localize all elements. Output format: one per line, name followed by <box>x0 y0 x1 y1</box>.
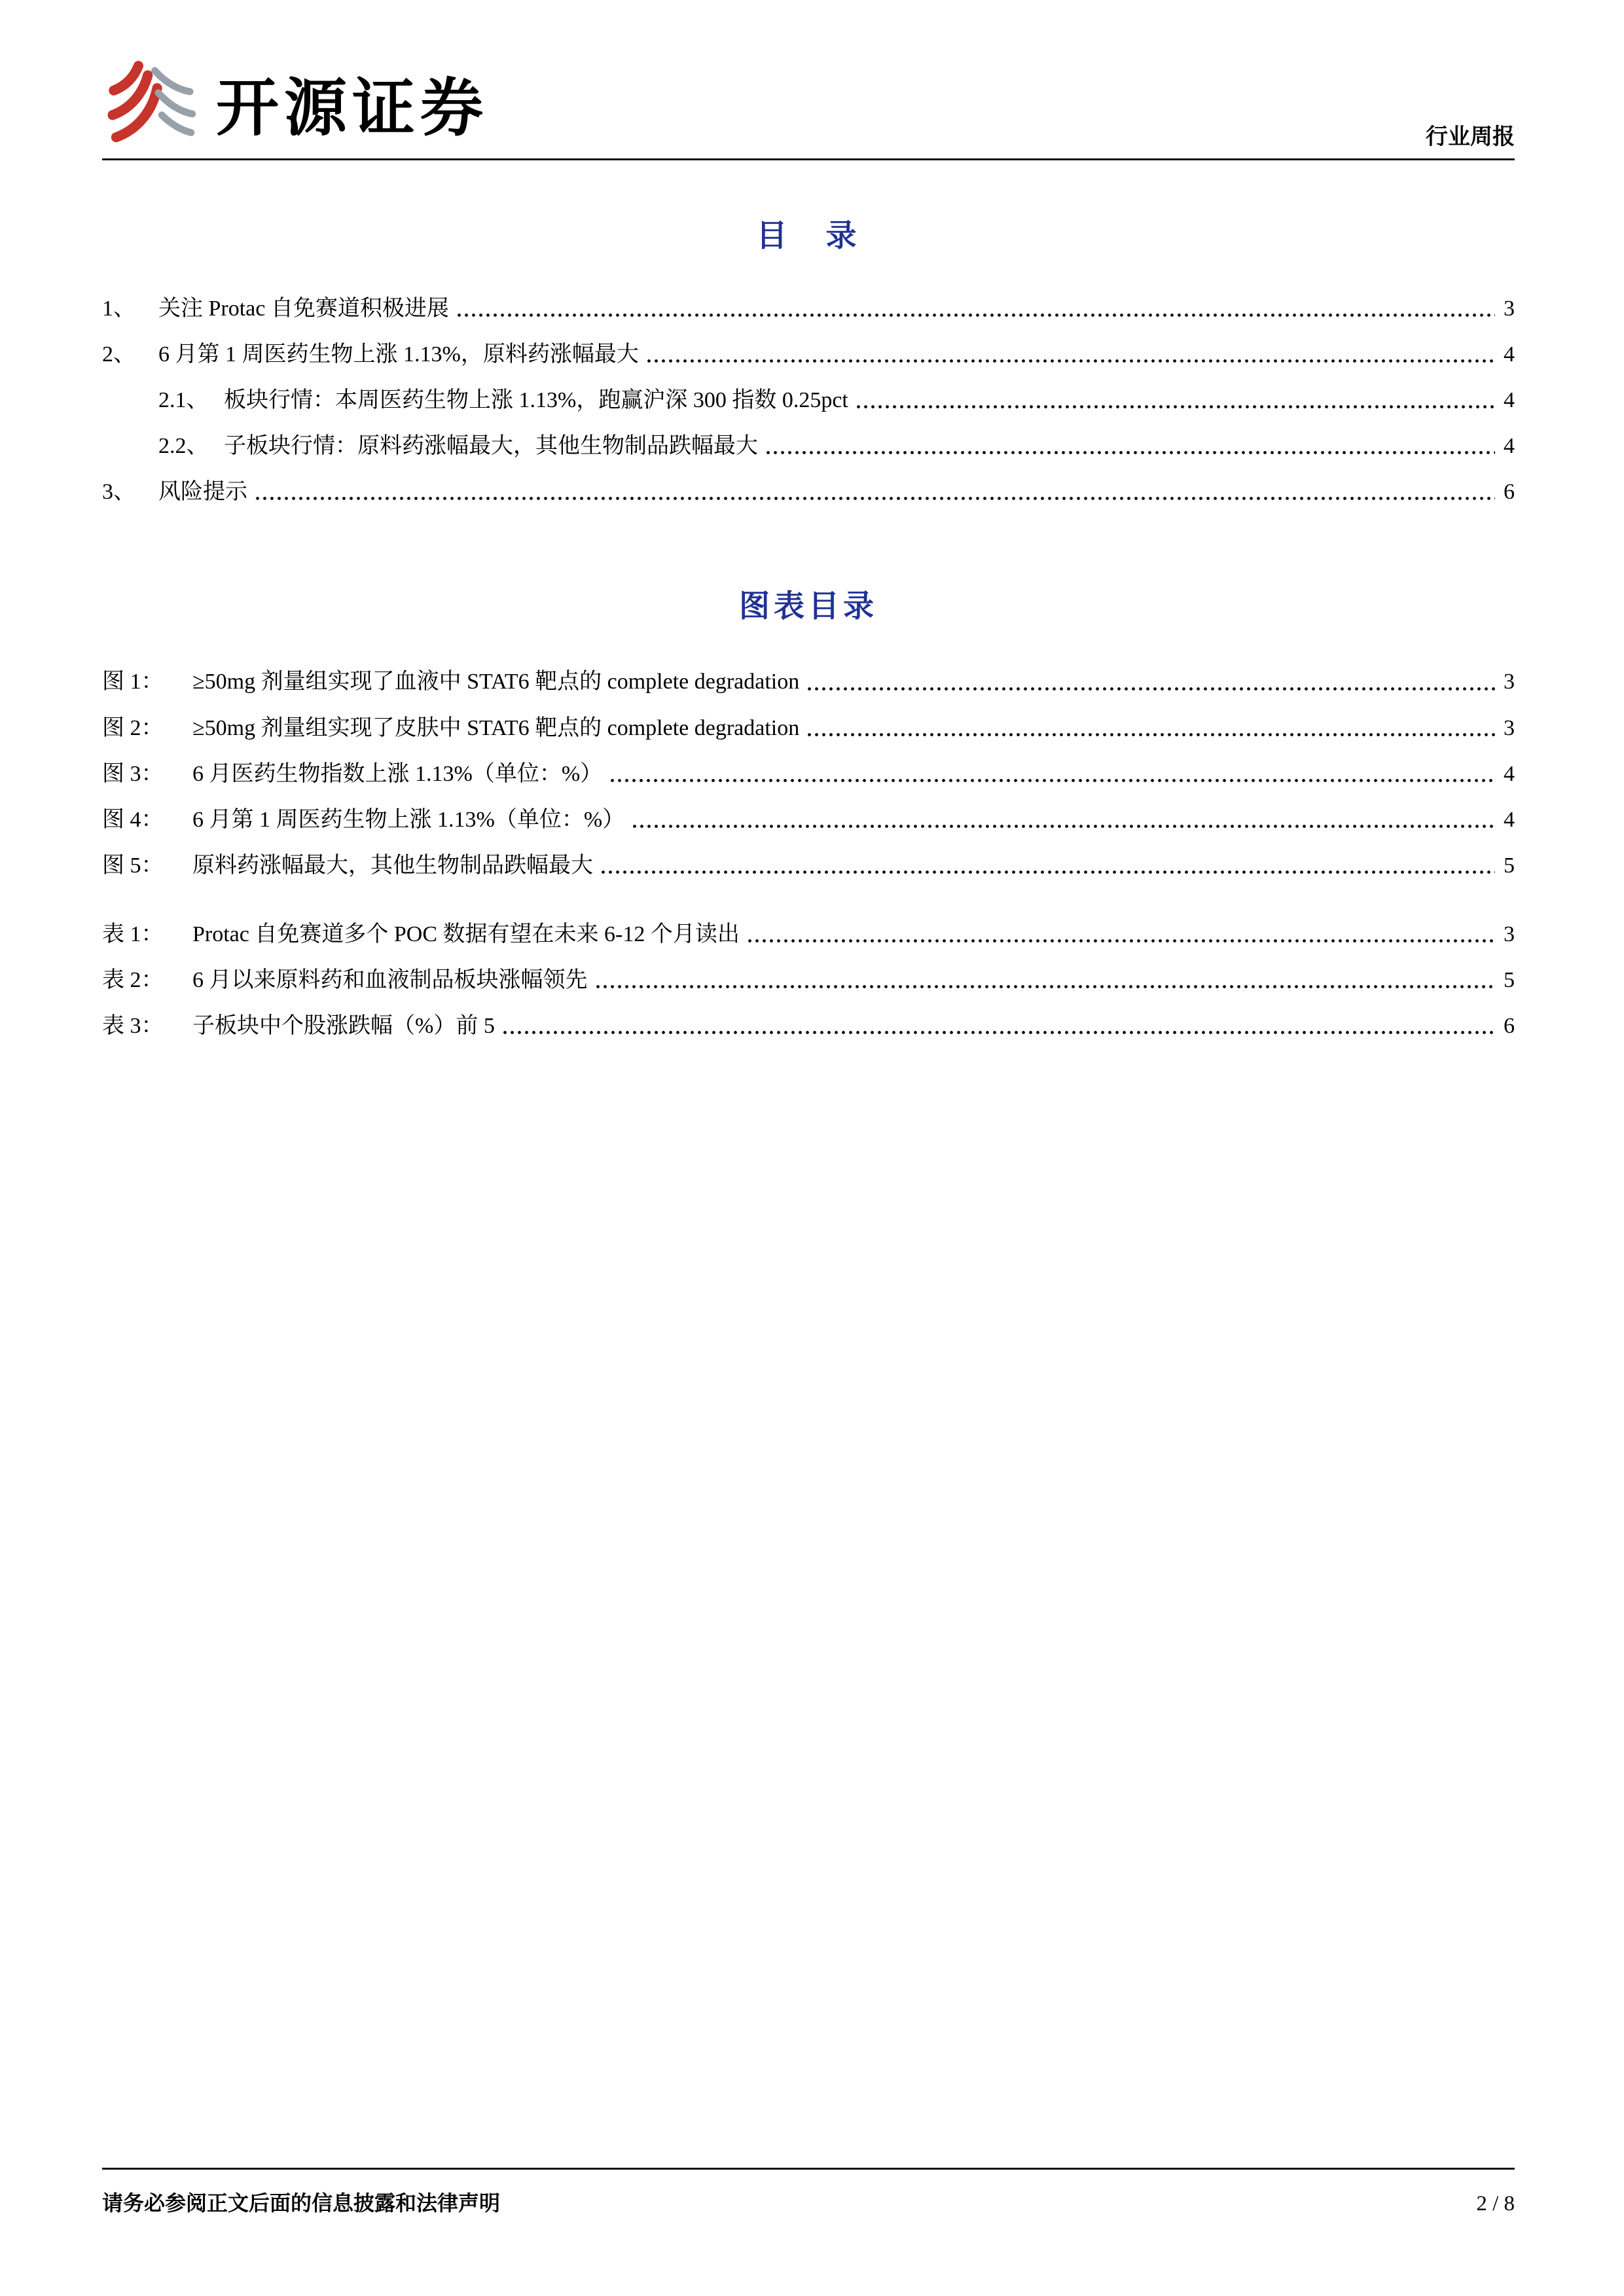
figures-directory-title: 图表目录 <box>739 590 878 624</box>
dot-leader <box>806 732 1495 738</box>
dot-leader <box>631 823 1495 829</box>
toc-item-number: 2.2、 <box>158 434 209 459</box>
toc-subitem[interactable] <box>102 387 1515 413</box>
figure-page: 3 <box>1504 715 1515 740</box>
table-entry[interactable] <box>102 922 1515 947</box>
toc-item[interactable] <box>102 479 1515 505</box>
dot-leader <box>746 938 1495 944</box>
figure-entry[interactable] <box>102 807 1515 833</box>
toc-item-number: 3、 <box>102 480 135 505</box>
table-text: 子板块中个股涨跌幅（%）前 5 <box>192 1014 495 1039</box>
figure-label: 图 5： <box>102 853 164 878</box>
figure-label: 图 1： <box>102 670 164 694</box>
figure-page: 4 <box>1504 761 1515 786</box>
figure-page: 5 <box>1504 853 1515 878</box>
figure-text: 原料药涨幅最大，其他生物制品跌幅最大 <box>192 853 593 878</box>
brand-name: 开源证券 <box>216 73 488 143</box>
table-entry[interactable] <box>102 1013 1515 1039</box>
footer-disclaimer: 请务必参阅正文后面的信息披露和法律声明 <box>102 2191 501 2215</box>
figure-entry[interactable] <box>102 715 1515 741</box>
table-text: Protac 自免赛道多个 POC 数据有望在未来 6-12 个月读出 <box>192 922 740 946</box>
toc-item-page: 6 <box>1504 480 1515 505</box>
table-page: 5 <box>1504 968 1515 993</box>
dot-leader <box>765 450 1495 456</box>
figure-text: 6 月第 1 周医药生物上涨 1.13%（单位：%） <box>192 807 625 832</box>
figure-entry[interactable] <box>102 853 1515 878</box>
toc-item-number: 2、 <box>102 342 135 367</box>
figure-label: 图 3： <box>102 761 164 786</box>
dot-leader <box>600 869 1495 875</box>
toc-item-page: 4 <box>1504 342 1515 367</box>
figure-text: ≥50mg 剂量组实现了血液中 STAT6 靶点的 complete degradation <box>192 670 800 694</box>
dot-leader <box>456 312 1495 318</box>
toc-item-page: 4 <box>1504 434 1515 459</box>
figure-entry[interactable] <box>102 669 1515 694</box>
footer-page-number: 2 / 8 <box>1476 2192 1515 2215</box>
dot-leader <box>501 1030 1495 1035</box>
brand-logo-icon <box>102 58 202 147</box>
figures-tables-directory <box>102 582 1515 1039</box>
toc-item-text: 板块行情：本周医药生物上涨 1.13%，跑赢沪深 300 指数 0.25pct <box>224 388 848 413</box>
brand-logo <box>102 51 1515 154</box>
dot-leader <box>855 404 1495 410</box>
dot-leader <box>806 686 1495 692</box>
figure-text: ≥50mg 剂量组实现了皮肤中 STAT6 靶点的 complete degradation <box>192 715 800 740</box>
dot-leader <box>645 358 1495 364</box>
table-page: 3 <box>1504 922 1515 946</box>
toc-item-page: 3 <box>1504 296 1515 321</box>
report-page <box>0 0 1624 1039</box>
page-footer <box>102 2168 1515 2217</box>
toc-item[interactable] <box>102 342 1515 367</box>
report-type-label: 行业周报 <box>1426 125 1515 149</box>
toc-item-number: 2.1、 <box>158 388 209 413</box>
figure-label: 图 2： <box>102 715 164 740</box>
toc-item-text: 6 月第 1 周医药生物上涨 1.13%，原料药涨幅最大 <box>158 342 639 367</box>
toc-subitem[interactable] <box>102 433 1515 459</box>
toc-item-text: 子板块行情：原料药涨幅最大，其他生物制品跌幅最大 <box>224 434 758 459</box>
table-label: 表 1： <box>102 922 164 946</box>
figure-entry[interactable] <box>102 761 1515 787</box>
tables-directory <box>102 922 1515 1039</box>
table-text: 6 月以来原料药和血液制品板块涨幅领先 <box>192 968 588 993</box>
table-page: 6 <box>1504 1014 1515 1039</box>
figure-page: 4 <box>1504 807 1515 832</box>
toc-item-number: 1、 <box>102 296 135 321</box>
table-entry[interactable] <box>102 967 1515 993</box>
table-label: 表 2： <box>102 968 164 993</box>
table-label: 表 3： <box>102 1014 164 1039</box>
figure-text: 6 月医药生物指数上涨 1.13%（单位：%） <box>192 761 603 786</box>
dot-leader <box>254 495 1495 501</box>
toc-item-text: 风险提示 <box>158 480 247 505</box>
dot-leader <box>594 984 1496 990</box>
toc-item-text: 关注 Protac 自免赛道积极进展 <box>158 296 449 321</box>
figure-label: 图 4： <box>102 807 164 832</box>
figure-page: 3 <box>1504 670 1515 694</box>
toc-title: 目 录 <box>756 219 861 253</box>
table-of-contents <box>102 211 1515 505</box>
dot-leader <box>609 778 1495 783</box>
page-header <box>102 51 1515 160</box>
toc-item-page: 4 <box>1504 388 1515 413</box>
toc-item[interactable] <box>102 296 1515 321</box>
